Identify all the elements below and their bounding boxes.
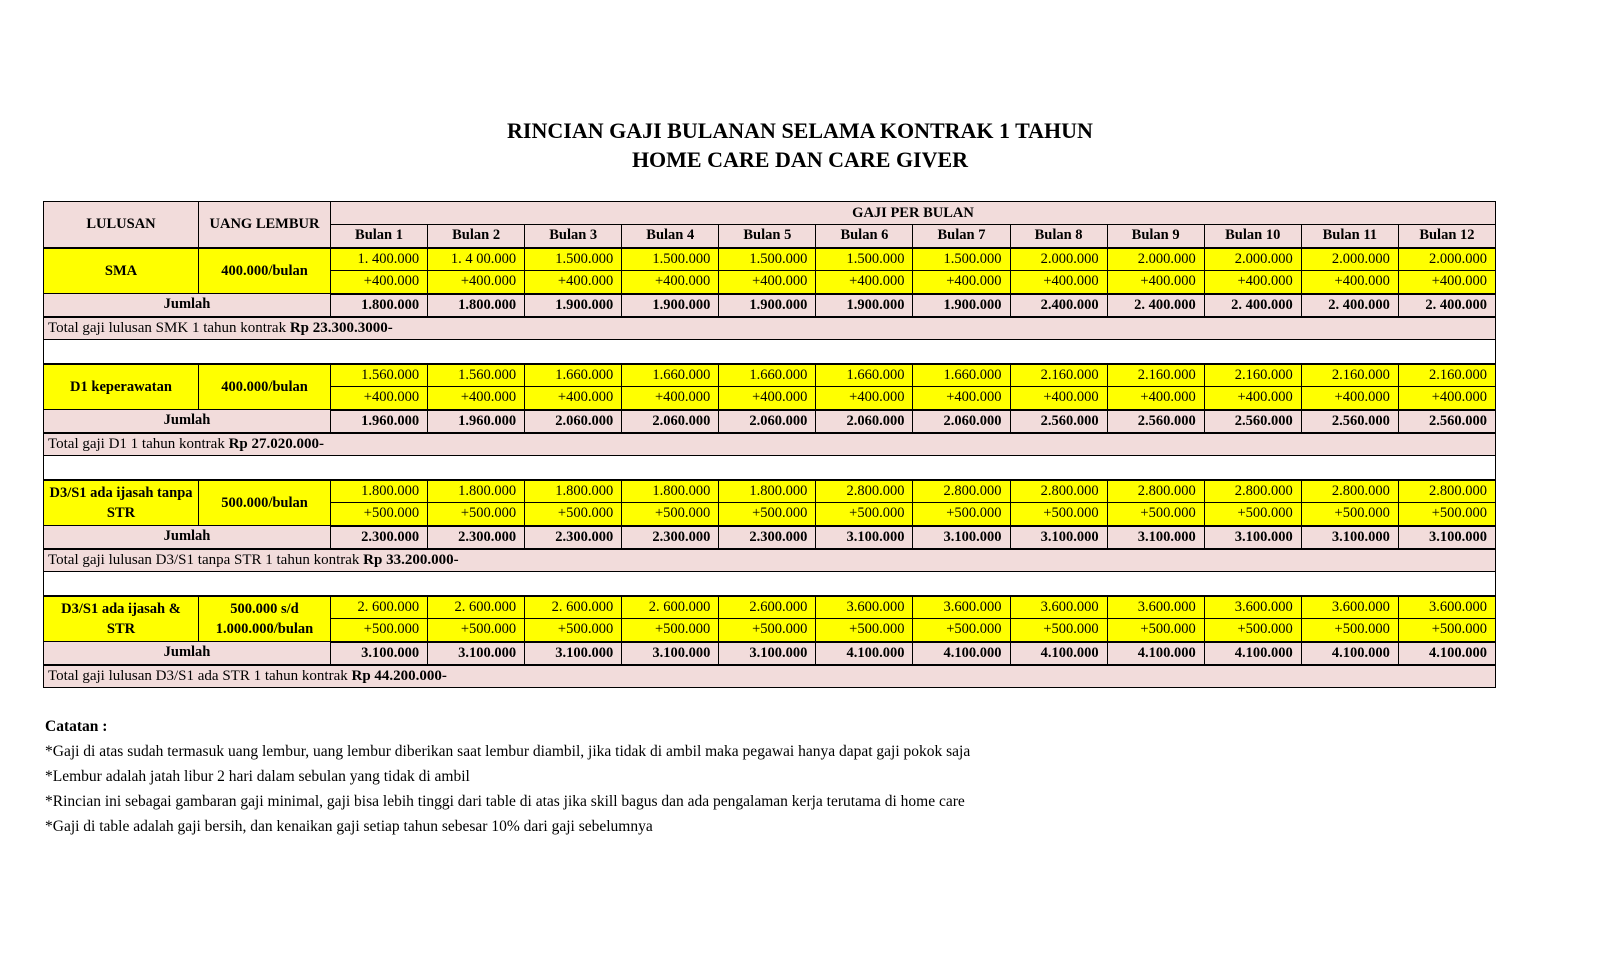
total-value: Rp 44.200.000- bbox=[351, 667, 447, 684]
total-value: Rp 27.020.000- bbox=[228, 435, 325, 452]
lembur-cell: +500.000 bbox=[1301, 619, 1398, 642]
month-header: Bulan 1 bbox=[331, 225, 428, 248]
lembur-cell: +500.000 bbox=[1204, 503, 1301, 526]
jumlah-cell: 1.900.000 bbox=[525, 294, 622, 317]
lembur-cell: +500.000 bbox=[1398, 619, 1495, 642]
jumlah-cell: 3.100.000 bbox=[1107, 526, 1204, 549]
lembur-cell: +500.000 bbox=[622, 619, 719, 642]
jumlah-cell: 3.100.000 bbox=[1204, 526, 1301, 549]
blank-row bbox=[44, 456, 1496, 480]
salary-row bbox=[44, 364, 1496, 387]
lembur-cell: +500.000 bbox=[525, 503, 622, 526]
lembur-cell: +400.000 bbox=[428, 271, 525, 294]
jumlah-cell: 4.100.000 bbox=[913, 642, 1010, 665]
lembur-cell: +500.000 bbox=[1204, 619, 1301, 642]
gaji-cell: 2. 600.000 bbox=[622, 596, 719, 619]
jumlah-cell: 3.100.000 bbox=[1398, 526, 1495, 549]
gaji-cell: 2.000.000 bbox=[1204, 248, 1301, 271]
month-header: Bulan 6 bbox=[816, 225, 913, 248]
gaji-cell: 1.500.000 bbox=[719, 248, 816, 271]
lembur-cell: +400.000 bbox=[1010, 387, 1107, 410]
gaji-cell: 1. 400.000 bbox=[331, 248, 428, 271]
jumlah-cell: 1.800.000 bbox=[428, 294, 525, 317]
jumlah-cell: 2.060.000 bbox=[816, 410, 913, 433]
lulusan-cell: D3/S1 ada ijasah & STR bbox=[44, 596, 199, 642]
gaji-cell: 1. 4 00.000 bbox=[428, 248, 525, 271]
blank-cell bbox=[44, 340, 1496, 364]
jumlah-cell: 4.100.000 bbox=[1398, 642, 1495, 665]
jumlah-cell: 2. 400.000 bbox=[1398, 294, 1495, 317]
jumlah-label: Jumlah bbox=[44, 642, 331, 665]
jumlah-cell: 1.800.000 bbox=[331, 294, 428, 317]
gaji-cell: 2.000.000 bbox=[1301, 248, 1398, 271]
jumlah-cell: 3.100.000 bbox=[622, 642, 719, 665]
lembur-cell: +400.000 bbox=[1301, 387, 1398, 410]
jumlah-label: Jumlah bbox=[44, 294, 331, 317]
jumlah-row bbox=[44, 294, 1496, 317]
jumlah-cell: 2.300.000 bbox=[622, 526, 719, 549]
notes-heading: Catatan : bbox=[45, 718, 108, 735]
uang-lembur-cell: 400.000/bulan bbox=[199, 248, 331, 294]
lembur-cell: +400.000 bbox=[622, 387, 719, 410]
lembur-cell: +500.000 bbox=[1010, 619, 1107, 642]
jumlah-cell: 3.100.000 bbox=[428, 642, 525, 665]
lembur-cell: +500.000 bbox=[816, 619, 913, 642]
gaji-cell: 3.600.000 bbox=[1301, 596, 1398, 619]
jumlah-cell: 2.560.000 bbox=[1398, 410, 1495, 433]
lembur-cell: +400.000 bbox=[1107, 271, 1204, 294]
jumlah-cell: 4.100.000 bbox=[1107, 642, 1204, 665]
lembur-cell: +400.000 bbox=[622, 271, 719, 294]
lembur-cell: +500.000 bbox=[1301, 503, 1398, 526]
salary-row bbox=[44, 248, 1496, 271]
blank-row bbox=[44, 340, 1496, 364]
lembur-cell: +400.000 bbox=[816, 387, 913, 410]
jumlah-cell: 2.300.000 bbox=[331, 526, 428, 549]
note-item: *Lembur adalah jatah libur 2 hari dalam sebulan yang tidak di ambil bbox=[45, 768, 470, 785]
lulusan-cell: D3/S1 ada ijasah tanpa STR bbox=[44, 480, 199, 526]
gaji-cell: 1.800.000 bbox=[622, 480, 719, 503]
month-header: Bulan 10 bbox=[1204, 225, 1301, 248]
total-row bbox=[44, 549, 1496, 572]
note-item: *Rincian ini sebagai gambaran gaji minimal, gaji bisa lebih tinggi dari table di atas jika skill bagus dan ada pengalaman kerja terutama di home care bbox=[45, 793, 965, 810]
lembur-cell: +400.000 bbox=[1301, 271, 1398, 294]
lulusan-cell: SMA bbox=[44, 248, 199, 294]
jumlah-cell: 2.400.000 bbox=[1010, 294, 1107, 317]
jumlah-row bbox=[44, 410, 1496, 433]
total-text: Total gaji lulusan D3/S1 ada STR 1 tahun kontrak bbox=[48, 667, 352, 684]
jumlah-cell: 2.560.000 bbox=[1204, 410, 1301, 433]
gaji-cell: 1.800.000 bbox=[428, 480, 525, 503]
gaji-cell: 2. 600.000 bbox=[428, 596, 525, 619]
lembur-cell: +400.000 bbox=[1204, 271, 1301, 294]
lembur-cell: +400.000 bbox=[1204, 387, 1301, 410]
jumlah-cell: 2. 400.000 bbox=[1204, 294, 1301, 317]
gaji-cell: 1.800.000 bbox=[331, 480, 428, 503]
lembur-cell: +500.000 bbox=[331, 619, 428, 642]
lembur-cell: +400.000 bbox=[913, 271, 1010, 294]
salary-table bbox=[43, 201, 1496, 688]
lembur-cell: +500.000 bbox=[428, 619, 525, 642]
salary-row bbox=[44, 480, 1496, 503]
jumlah-cell: 2.060.000 bbox=[622, 410, 719, 433]
lulusan-cell: D1 keperawatan bbox=[44, 364, 199, 410]
month-header: Bulan 8 bbox=[1010, 225, 1107, 248]
gaji-cell: 1.660.000 bbox=[525, 364, 622, 387]
gaji-cell: 1.500.000 bbox=[816, 248, 913, 271]
lembur-cell: +500.000 bbox=[428, 503, 525, 526]
total-row bbox=[44, 665, 1496, 688]
gaji-cell: 2. 600.000 bbox=[331, 596, 428, 619]
gaji-cell: 1.660.000 bbox=[719, 364, 816, 387]
lembur-cell: +500.000 bbox=[1010, 503, 1107, 526]
lembur-cell: +400.000 bbox=[719, 271, 816, 294]
jumlah-cell: 2.060.000 bbox=[525, 410, 622, 433]
jumlah-cell: 2. 400.000 bbox=[1301, 294, 1398, 317]
lembur-cell: +500.000 bbox=[719, 619, 816, 642]
jumlah-cell: 2.560.000 bbox=[1107, 410, 1204, 433]
jumlah-cell: 1.900.000 bbox=[816, 294, 913, 317]
jumlah-row bbox=[44, 526, 1496, 549]
note-item: *Gaji di atas sudah termasuk uang lembur, uang lembur diberikan saat lembur diambil, jika tidak di ambil maka pegawai hanya dapat gaji pokok saja bbox=[45, 743, 971, 760]
jumlah-cell: 2. 400.000 bbox=[1107, 294, 1204, 317]
gaji-cell: 2.160.000 bbox=[1301, 364, 1398, 387]
uang-lembur-cell: 500.000/bulan bbox=[199, 480, 331, 526]
lembur-cell: +400.000 bbox=[719, 387, 816, 410]
gaji-cell: 2.800.000 bbox=[913, 480, 1010, 503]
gaji-cell: 2.000.000 bbox=[1398, 248, 1495, 271]
lembur-cell: +500.000 bbox=[331, 503, 428, 526]
month-header: Bulan 5 bbox=[719, 225, 816, 248]
lembur-cell: +500.000 bbox=[1107, 503, 1204, 526]
lembur-cell: +500.000 bbox=[1398, 503, 1495, 526]
total-text: Total gaji lulusan D3/S1 tanpa STR 1 tahun kontrak bbox=[48, 551, 364, 568]
jumlah-cell: 4.100.000 bbox=[816, 642, 913, 665]
gaji-cell: 2. 600.000 bbox=[525, 596, 622, 619]
total-value: Rp 23.300.3000- bbox=[289, 319, 393, 336]
lembur-cell: +400.000 bbox=[525, 387, 622, 410]
uang-lembur-header: UANG LEMBUR bbox=[199, 202, 331, 248]
gaji-cell: 1.800.000 bbox=[525, 480, 622, 503]
lembur-cell: +500.000 bbox=[719, 503, 816, 526]
jumlah-cell: 3.100.000 bbox=[913, 526, 1010, 549]
jumlah-label: Jumlah bbox=[44, 526, 331, 549]
gaji-cell: 2.000.000 bbox=[1107, 248, 1204, 271]
lembur-cell: +400.000 bbox=[525, 271, 622, 294]
gaji-cell: 3.600.000 bbox=[1010, 596, 1107, 619]
jumlah-cell: 1.960.000 bbox=[331, 410, 428, 433]
gaji-cell: 2.800.000 bbox=[816, 480, 913, 503]
document-title: RINCIAN GAJI BULANAN SELAMA KONTRAK 1 TAHUN bbox=[507, 118, 1093, 143]
gaji-cell: 1.560.000 bbox=[428, 364, 525, 387]
month-header: Bulan 2 bbox=[428, 225, 525, 248]
uang-lembur-cell: 400.000/bulan bbox=[199, 364, 331, 410]
gaji-cell: 2.800.000 bbox=[1301, 480, 1398, 503]
total-value: Rp 33.200.000- bbox=[363, 551, 459, 568]
jumlah-row bbox=[44, 642, 1496, 665]
gaji-cell: 3.600.000 bbox=[816, 596, 913, 619]
lembur-cell: +400.000 bbox=[428, 387, 525, 410]
document-subtitle: HOME CARE DAN CARE GIVER bbox=[631, 147, 969, 172]
gaji-cell: 1.660.000 bbox=[913, 364, 1010, 387]
gaji-cell: 1.660.000 bbox=[816, 364, 913, 387]
gaji-cell: 1.500.000 bbox=[913, 248, 1010, 271]
jumlah-cell: 3.100.000 bbox=[719, 642, 816, 665]
lembur-cell: +500.000 bbox=[622, 503, 719, 526]
total-cell bbox=[44, 665, 1496, 688]
gaji-cell: 2.800.000 bbox=[1204, 480, 1301, 503]
jumlah-cell: 2.300.000 bbox=[525, 526, 622, 549]
jumlah-label: Jumlah bbox=[44, 410, 331, 433]
jumlah-cell: 4.100.000 bbox=[1301, 642, 1398, 665]
jumlah-cell: 3.100.000 bbox=[525, 642, 622, 665]
lembur-cell: +400.000 bbox=[1398, 387, 1495, 410]
total-text: Total gaji lulusan SMK 1 tahun kontrak bbox=[48, 319, 290, 336]
total-cell bbox=[44, 549, 1496, 572]
jumlah-cell: 1.960.000 bbox=[428, 410, 525, 433]
gaji-cell: 3.600.000 bbox=[1204, 596, 1301, 619]
jumlah-cell: 1.900.000 bbox=[913, 294, 1010, 317]
total-text: Total gaji D1 1 tahun kontrak bbox=[48, 435, 229, 452]
month-header: Bulan 9 bbox=[1107, 225, 1204, 248]
lembur-cell: +500.000 bbox=[1107, 619, 1204, 642]
blank-row bbox=[44, 572, 1496, 596]
lembur-cell: +400.000 bbox=[816, 271, 913, 294]
month-header: Bulan 12 bbox=[1398, 225, 1495, 248]
gaji-per-bulan-header: GAJI PER BULAN bbox=[331, 202, 1496, 225]
lembur-cell: +500.000 bbox=[816, 503, 913, 526]
month-header: Bulan 11 bbox=[1301, 225, 1398, 248]
total-row bbox=[44, 433, 1496, 456]
lembur-cell: +400.000 bbox=[331, 387, 428, 410]
jumlah-cell: 3.100.000 bbox=[1010, 526, 1107, 549]
jumlah-cell: 2.060.000 bbox=[719, 410, 816, 433]
jumlah-cell: 2.300.000 bbox=[428, 526, 525, 549]
gaji-cell: 3.600.000 bbox=[913, 596, 1010, 619]
jumlah-cell: 3.100.000 bbox=[1301, 526, 1398, 549]
jumlah-cell: 3.100.000 bbox=[331, 642, 428, 665]
lembur-cell: +500.000 bbox=[913, 503, 1010, 526]
blank-cell bbox=[44, 456, 1496, 480]
lembur-cell: +500.000 bbox=[525, 619, 622, 642]
jumlah-cell: 2.560.000 bbox=[1010, 410, 1107, 433]
month-header: Bulan 4 bbox=[622, 225, 719, 248]
jumlah-cell: 2.060.000 bbox=[913, 410, 1010, 433]
lulusan-header: LULUSAN bbox=[44, 202, 199, 248]
jumlah-cell: 4.100.000 bbox=[1204, 642, 1301, 665]
gaji-cell: 1.500.000 bbox=[622, 248, 719, 271]
lembur-cell: +400.000 bbox=[331, 271, 428, 294]
jumlah-cell: 2.560.000 bbox=[1301, 410, 1398, 433]
uang-lembur-cell: 500.000 s/d 1.000.000/bulan bbox=[199, 596, 331, 642]
lembur-cell: +400.000 bbox=[913, 387, 1010, 410]
blank-cell bbox=[44, 572, 1496, 596]
gaji-cell: 2.160.000 bbox=[1398, 364, 1495, 387]
gaji-cell: 2.800.000 bbox=[1398, 480, 1495, 503]
gaji-cell: 3.600.000 bbox=[1398, 596, 1495, 619]
gaji-cell: 1.560.000 bbox=[331, 364, 428, 387]
gaji-cell: 2.800.000 bbox=[1010, 480, 1107, 503]
total-cell bbox=[44, 317, 1496, 340]
gaji-cell: 3.600.000 bbox=[1107, 596, 1204, 619]
jumlah-cell: 3.100.000 bbox=[816, 526, 913, 549]
gaji-cell: 1.800.000 bbox=[719, 480, 816, 503]
month-header: Bulan 3 bbox=[525, 225, 622, 248]
lembur-cell: +500.000 bbox=[913, 619, 1010, 642]
gaji-cell: 2.160.000 bbox=[1204, 364, 1301, 387]
jumlah-cell: 1.900.000 bbox=[719, 294, 816, 317]
gaji-cell: 2.160.000 bbox=[1010, 364, 1107, 387]
gaji-cell: 2.160.000 bbox=[1107, 364, 1204, 387]
jumlah-cell: 4.100.000 bbox=[1010, 642, 1107, 665]
header-row bbox=[44, 202, 1496, 225]
jumlah-cell: 2.300.000 bbox=[719, 526, 816, 549]
lembur-cell: +400.000 bbox=[1398, 271, 1495, 294]
lembur-cell: +400.000 bbox=[1010, 271, 1107, 294]
salary-row bbox=[44, 596, 1496, 619]
total-cell bbox=[44, 433, 1496, 456]
gaji-cell: 2.600.000 bbox=[719, 596, 816, 619]
lembur-cell: +400.000 bbox=[1107, 387, 1204, 410]
note-item: *Gaji di table adalah gaji bersih, dan kenaikan gaji setiap tahun sebesar 10% dari gaji sebelumnya bbox=[45, 818, 653, 835]
gaji-cell: 1.500.000 bbox=[525, 248, 622, 271]
total-row bbox=[44, 317, 1496, 340]
month-header: Bulan 7 bbox=[913, 225, 1010, 248]
jumlah-cell: 1.900.000 bbox=[622, 294, 719, 317]
gaji-cell: 2.000.000 bbox=[1010, 248, 1107, 271]
gaji-cell: 1.660.000 bbox=[622, 364, 719, 387]
gaji-cell: 2.800.000 bbox=[1107, 480, 1204, 503]
